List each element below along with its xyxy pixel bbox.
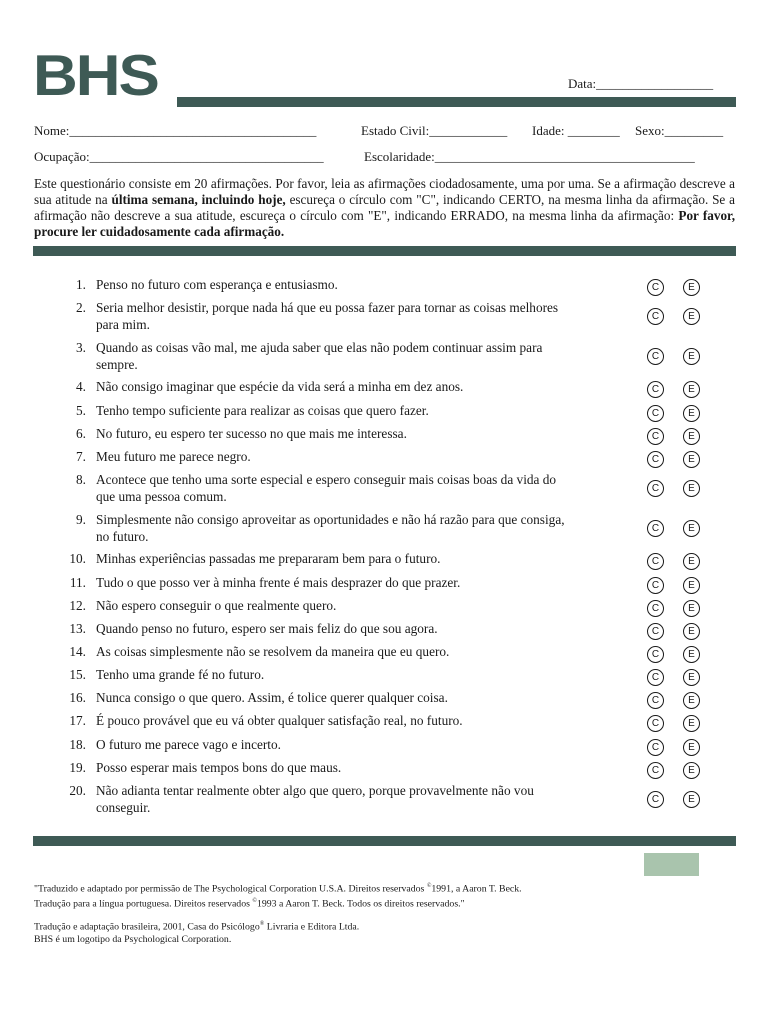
item-text: Quando penso no futuro, espero ser mais feliz do que sou agora. xyxy=(96,621,438,636)
option-e-circle[interactable]: E xyxy=(683,600,700,617)
item-text: As coisas simplesmente não se resolvem da maneira que eu quero. xyxy=(96,644,450,659)
option-c-circle[interactable]: C xyxy=(647,623,664,640)
item-number: 12. xyxy=(69,598,86,613)
item-number: 9. xyxy=(76,512,86,527)
option-e-circle[interactable]: E xyxy=(683,577,700,594)
option-c-circle[interactable]: C xyxy=(647,381,664,398)
option-e-circle[interactable]: E xyxy=(683,692,700,709)
sex-field[interactable]: Sexo:_________ xyxy=(635,123,724,138)
copyright-note xyxy=(34,880,522,911)
item-number: 11. xyxy=(69,575,86,590)
option-e-circle[interactable]: E xyxy=(683,381,700,398)
option-c-circle[interactable]: C xyxy=(647,480,664,497)
option-c-circle[interactable]: C xyxy=(647,669,664,686)
name-field[interactable]: Nome:______________________________________ xyxy=(34,123,317,138)
item-number: 18. xyxy=(69,737,86,752)
item-text: Meu futuro me parece negro. xyxy=(96,449,251,464)
age-field[interactable]: Idade: ________ xyxy=(532,123,620,138)
item-text: Posso esperar mais tempos bons do que maus. xyxy=(96,760,342,775)
option-e-circle[interactable]: E xyxy=(683,646,700,663)
option-c-circle[interactable]: C xyxy=(647,577,664,594)
item-text: Não consigo imaginar que espécie da vida será a minha em dez anos. xyxy=(96,379,464,394)
divider-bar-bottom xyxy=(33,836,736,846)
item-text: Tenho uma grande fé no futuro. xyxy=(96,667,265,682)
item-number: 5. xyxy=(76,403,86,418)
item-number: 2. xyxy=(76,300,86,315)
item-text: Tudo o que posso ver à minha frente é mais desprazer do que prazer. xyxy=(96,575,461,590)
option-e-circle[interactable]: E xyxy=(683,669,700,686)
option-e-circle[interactable]: E xyxy=(683,715,700,732)
item-text: Acontece que tenho uma sorte especial e espero conseguir mais coisas boas da vida do que uma pessoa comum. xyxy=(96,472,557,504)
option-c-circle[interactable]: C xyxy=(647,553,664,570)
copyright-line-1: "Traduzido e adaptado por permissão de The Psychological Corporation U.S.A. Direitos reservados ©1991, a Aaron T. Beck. xyxy=(34,883,522,895)
divider-bar-top xyxy=(33,246,736,256)
header-bar xyxy=(177,97,736,107)
option-c-circle[interactable]: C xyxy=(647,279,664,296)
option-c-circle[interactable]: C xyxy=(647,715,664,732)
option-e-circle[interactable]: E xyxy=(683,405,700,422)
item-number: 13. xyxy=(69,621,86,636)
option-e-circle[interactable]: E xyxy=(683,739,700,756)
item-number: 16. xyxy=(69,690,86,705)
item-text: Nunca consigo o que quero. Assim, é tolice querer qualquer coisa. xyxy=(96,690,448,705)
publisher-line: Tradução e adaptação brasileira, 2001, Casa do Psicólogo® Livraria e Editora Ltda. xyxy=(34,921,360,933)
score-box xyxy=(644,853,699,876)
option-c-circle[interactable]: C xyxy=(647,739,664,756)
item-text: No futuro, eu espero ter sucesso no que mais me interessa. xyxy=(96,426,407,441)
option-e-circle[interactable]: E xyxy=(683,279,700,296)
item-number: 3. xyxy=(76,340,86,355)
option-c-circle[interactable]: C xyxy=(647,348,664,365)
item-text: Não espero conseguir o que realmente quero. xyxy=(96,598,337,613)
option-c-circle[interactable]: C xyxy=(647,405,664,422)
item-text: Não adianta tentar realmente obter algo que quero, porque provavelmente não vou conseguir. xyxy=(96,783,534,815)
bhs-logo: BHS xyxy=(33,44,158,109)
item-number: 15. xyxy=(69,667,86,682)
option-e-circle[interactable]: E xyxy=(683,451,700,468)
trademark-line: BHS é um logotipo da Psychological Corporation. xyxy=(34,934,232,946)
item-text: Minhas experiências passadas me prepararam bem para o futuro. xyxy=(96,551,441,566)
item-text: É pouco provável que eu vá obter qualquer satisfação real, no futuro. xyxy=(96,713,463,728)
item-text: Simplesmente não consigo aproveitar as oportunidades e não há razão para que consiga, no futuro. xyxy=(96,512,565,544)
option-c-circle[interactable]: C xyxy=(647,646,664,663)
option-c-circle[interactable]: C xyxy=(647,451,664,468)
instructions: Este questionário consiste em 20 afirmações. Por favor, leia as afirmações ciodadosamente, uma por uma. Se a afirmação descreve a sua atitude na última semana, incluindo hoje, escureça o círculo com "C", indicando CERTO, na mesma linha da afirmação. Se a afirmação não descreve a sua atitude, escureça o círculo com "E", indicando ERRADO, na mesma linha da afirmação: Por favor, procure ler cuidadosamente cada afirmação. xyxy=(34,176,735,239)
option-c-circle[interactable]: C xyxy=(647,791,664,808)
occupation-field[interactable]: Ocupação:____________________________________ xyxy=(34,149,324,164)
item-number: 1. xyxy=(76,277,86,292)
option-c-circle[interactable]: C xyxy=(647,520,664,537)
option-e-circle[interactable]: E xyxy=(683,308,700,325)
item-text: Seria melhor desistir, porque nada há que eu possa fazer para tornar as coisas melhores para mim. xyxy=(96,300,559,332)
item-number: 20. xyxy=(69,783,86,798)
option-c-circle[interactable]: C xyxy=(647,600,664,617)
option-e-circle[interactable]: E xyxy=(683,553,700,570)
option-e-circle[interactable]: E xyxy=(683,480,700,497)
option-e-circle[interactable]: E xyxy=(683,348,700,365)
item-number: 19. xyxy=(69,760,86,775)
option-c-circle[interactable]: C xyxy=(647,762,664,779)
item-number: 8. xyxy=(76,472,86,487)
item-text: Quando as coisas vão mal, me ajuda saber que elas não podem continuar assim para sempre. xyxy=(96,340,543,372)
item-number: 6. xyxy=(76,426,86,441)
option-c-circle[interactable]: C xyxy=(647,428,664,445)
item-text: O futuro me parece vago e incerto. xyxy=(96,737,281,752)
item-number: 10. xyxy=(69,551,86,566)
option-e-circle[interactable]: E xyxy=(683,791,700,808)
item-number: 17. xyxy=(69,713,86,728)
option-c-circle[interactable]: C xyxy=(647,692,664,709)
option-c-circle[interactable]: C xyxy=(647,308,664,325)
item-number: 4. xyxy=(76,379,86,394)
item-text: Tenho tempo suficiente para realizar as coisas que quero fazer. xyxy=(96,403,429,418)
copyright-line-2: Tradução para a língua portuguesa. Direitos reservados ©1993 a Aaron T. Beck. Todos os direitos reservados." xyxy=(34,898,465,910)
education-field[interactable]: Escolaridade:________________________________________ xyxy=(364,149,695,164)
item-text: Penso no futuro com esperança e entusiasmo. xyxy=(96,277,338,292)
item-number: 14. xyxy=(69,644,86,659)
item-number: 7. xyxy=(76,449,86,464)
publisher-note xyxy=(34,918,359,946)
option-e-circle[interactable]: E xyxy=(683,520,700,537)
date-field[interactable]: Data:__________________ xyxy=(568,76,714,91)
marital-status-field[interactable]: Estado Civil:____________ xyxy=(361,123,508,138)
option-e-circle[interactable]: E xyxy=(683,623,700,640)
option-e-circle[interactable]: E xyxy=(683,428,700,445)
option-e-circle[interactable]: E xyxy=(683,762,700,779)
